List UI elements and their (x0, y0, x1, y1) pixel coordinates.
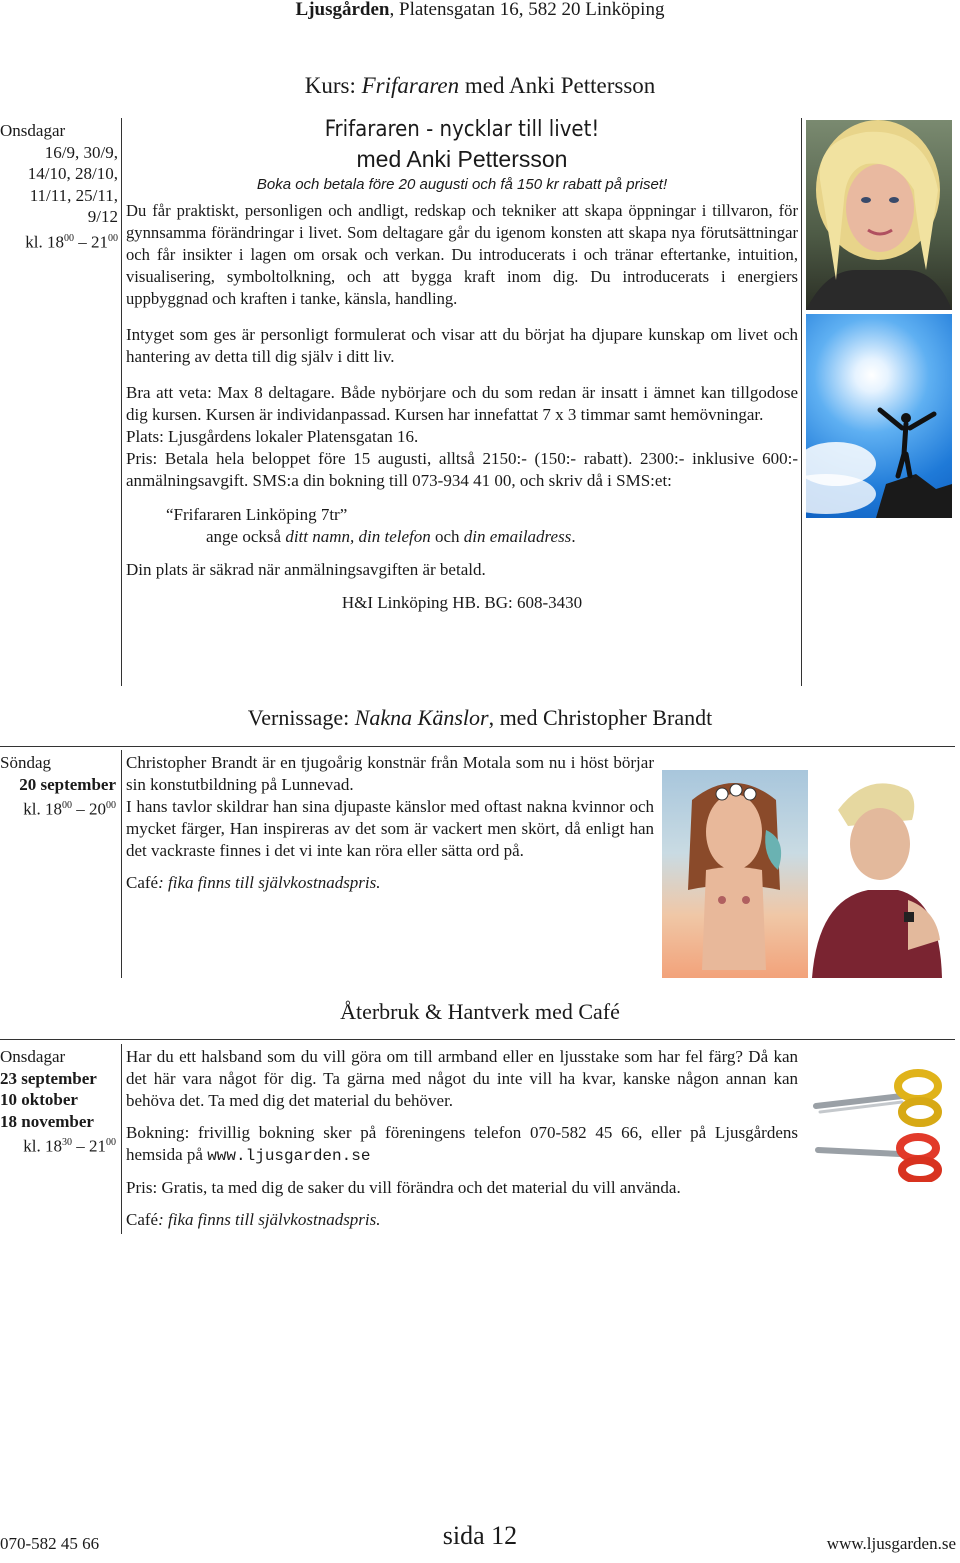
vernissage-para-1: Christopher Brandt är en tjugoårig konstnär från Motala som nu i höst börjar sin konstutbildning på Lunnevad. (126, 753, 654, 794)
portrait-woman-photo (806, 120, 952, 310)
aterbruk-time: kl. $18^{30} - 21^{00}$ (23, 1136, 116, 1156)
venue-address: , Platensgatan 16, 582 20 Linköping (389, 0, 665, 20)
aterbruk-top-rule (0, 1039, 955, 1040)
kurs-secured: Din plats är säkrad när anmälningsavgiften är betald. (126, 560, 486, 579)
ljusgarden-url-link[interactable]: www.ljusgarden.se (207, 1147, 371, 1165)
kurs-para-1: Du får praktiskt, personligen och andligt, redskap och tekniker att skapa öppningar i tillvaron, för gynnsamma förändringar i livet. Som deltagare går du igenom konsten att skapa nya förutsättningar och får insikter i lagen om orsak och verkan. Du introducerats i och tränar eftertanke, intuition, visualisering, symboltolkning, och att bygga kraft inom dig. Du introducerats i energiers uppbyggnad och kraften i tanke, känsla, handling. (126, 201, 798, 308)
kurs-date-1: 16/9, 30/9, (44, 142, 118, 162)
footer-page-number: sida 12 (442, 1521, 518, 1550)
kurs-promo: Boka och betala före 20 augusti och få 150 kr rabatt på priset! (256, 176, 668, 193)
kurs-title: Kurs: Frifararen med Anki Pettersson (304, 73, 656, 98)
vernissage-title: Vernissage: Nakna Känslor, med Christopher Brandt (247, 705, 713, 730)
footer-site-link[interactable]: www.ljusgarden.se (826, 1534, 956, 1553)
kurs-pris: Pris: Betala hela beloppet före 15 augusti, alltså 2150:- (150:- rabatt). 2300:- inklusive 600:- anmälningsavgift. SMS:a din bokning till 073-934 41 00, och skriv då i SMS:et: (126, 449, 798, 490)
kurs-date-3: 11/11, 25/11, (29, 185, 118, 205)
kurs-plats: Plats: Ljusgårdens lokaler Platensgatan 16. (126, 427, 419, 446)
vernissage-para-2: I hans tavlor skildrar han sina djupaste känslor med oftast nakna kvinnor och mycket färger, Han inspireras av det som är vackert men skört, då enligt han det vackraste finnes i det vi inte kan röra eller sätta ord på. (126, 797, 654, 860)
footer-phone: 070-582 45 66 (0, 1534, 100, 1553)
kurs-body (126, 116, 798, 614)
kurs-right-rule (801, 118, 802, 686)
kurs-time: kl. $18^{00} - 21^{00}$ (25, 232, 118, 252)
kurs-bra-att-veta: Bra att veta: Max 8 deltagare. Både nybörjare och du som redan är insatt i ämnet kan tillgodose dig kursen. Kursen är individanpassad. Kursen har innefattat 7 x 3 timmar samt hemövningar. (126, 383, 798, 424)
aterbruk-date-2: 10 oktober (0, 1090, 78, 1109)
painting-photo (662, 770, 808, 978)
aterbruk-cafe: Café: fika finns till självkostnadspris. (126, 1210, 381, 1229)
sms-line-1: “Frifararen Linköping 7tr” (166, 505, 348, 524)
page-header (0, 0, 960, 20)
aterbruk-dates: Onsdagar 23 september 10 oktober 18 november kl. $18^{30} - 21^{00}$ (0, 1047, 116, 1156)
aterbruk-para-1: Har du ett halsband som du vill göra om till armband eller en ljusstake som har fel färg? Då kan det här vara något för dig. Ta gärna med något du inte vill ha kvar, kanske någon annan kan behöva det. Ta med dig det material du behöver. (126, 1047, 798, 1110)
kurs-para-2: Intyget som ges är personligt formulerat och visar att du börjat ha djupare kunskap om livet och hantering av detta till dig själv i ditt liv. (126, 325, 798, 366)
sky-silhouette-photo (806, 314, 952, 518)
venue-name: Ljusgården (295, 0, 390, 20)
sms-line-2: ange också ditt namn, din telefon och din emailadress. (206, 527, 576, 546)
vernissage-left-rule (121, 750, 122, 978)
vernissage-time: kl. $18^{00} - 20^{00}$ (23, 799, 116, 819)
aterbruk-pris: Pris: Gratis, ta med dig de saker du vill förändra och det material du vill använda. (126, 1178, 681, 1197)
aterbruk-title: Återbruk & Hantverk med Café (340, 999, 620, 1024)
kurs-left-rule (121, 118, 122, 686)
portrait-man-photo (808, 770, 944, 978)
kurs-date-2: 14/10, 28/10, (27, 164, 118, 183)
kurs-org: H&I Linköping HB. BG: 608-3430 (341, 593, 583, 612)
vernissage-top-rule (0, 746, 955, 747)
aterbruk-bokning: Bokning: frivillig bokning sker på föreningens telefon 070-582 45 66, eller på Ljusgårdens hemsida på www.ljusgarden.se (126, 1123, 798, 1165)
aterbruk-date-1: 23 september (0, 1068, 97, 1088)
aterbruk-body (126, 1046, 798, 1241)
kurs-heading-1: Frifararen - nycklar till livet! (324, 117, 600, 142)
vernissage-cafe: Café: fika finns till självkostnadspris. (126, 873, 381, 892)
kurs-dates: Onsdagar 16/9, 30/9, 14/10, 28/10, 11/11, 25/11, 9/12 kl. $18^{00} - 21^{00}$ (0, 121, 118, 252)
vernissage-body (126, 752, 654, 904)
vernissage-dates: Söndag 20 september kl. $18^{00} - 20^{00}$ (0, 753, 116, 819)
kurs-date-4: 9/12 (87, 207, 118, 226)
aterbruk-date-3: 18 november (0, 1111, 94, 1131)
scissors-icon (812, 1066, 952, 1182)
kurs-heading-2: med Anki Pettersson (356, 146, 568, 172)
aterbruk-left-rule (121, 1044, 122, 1234)
sms-phone: 073-934 41 00 (412, 471, 512, 490)
